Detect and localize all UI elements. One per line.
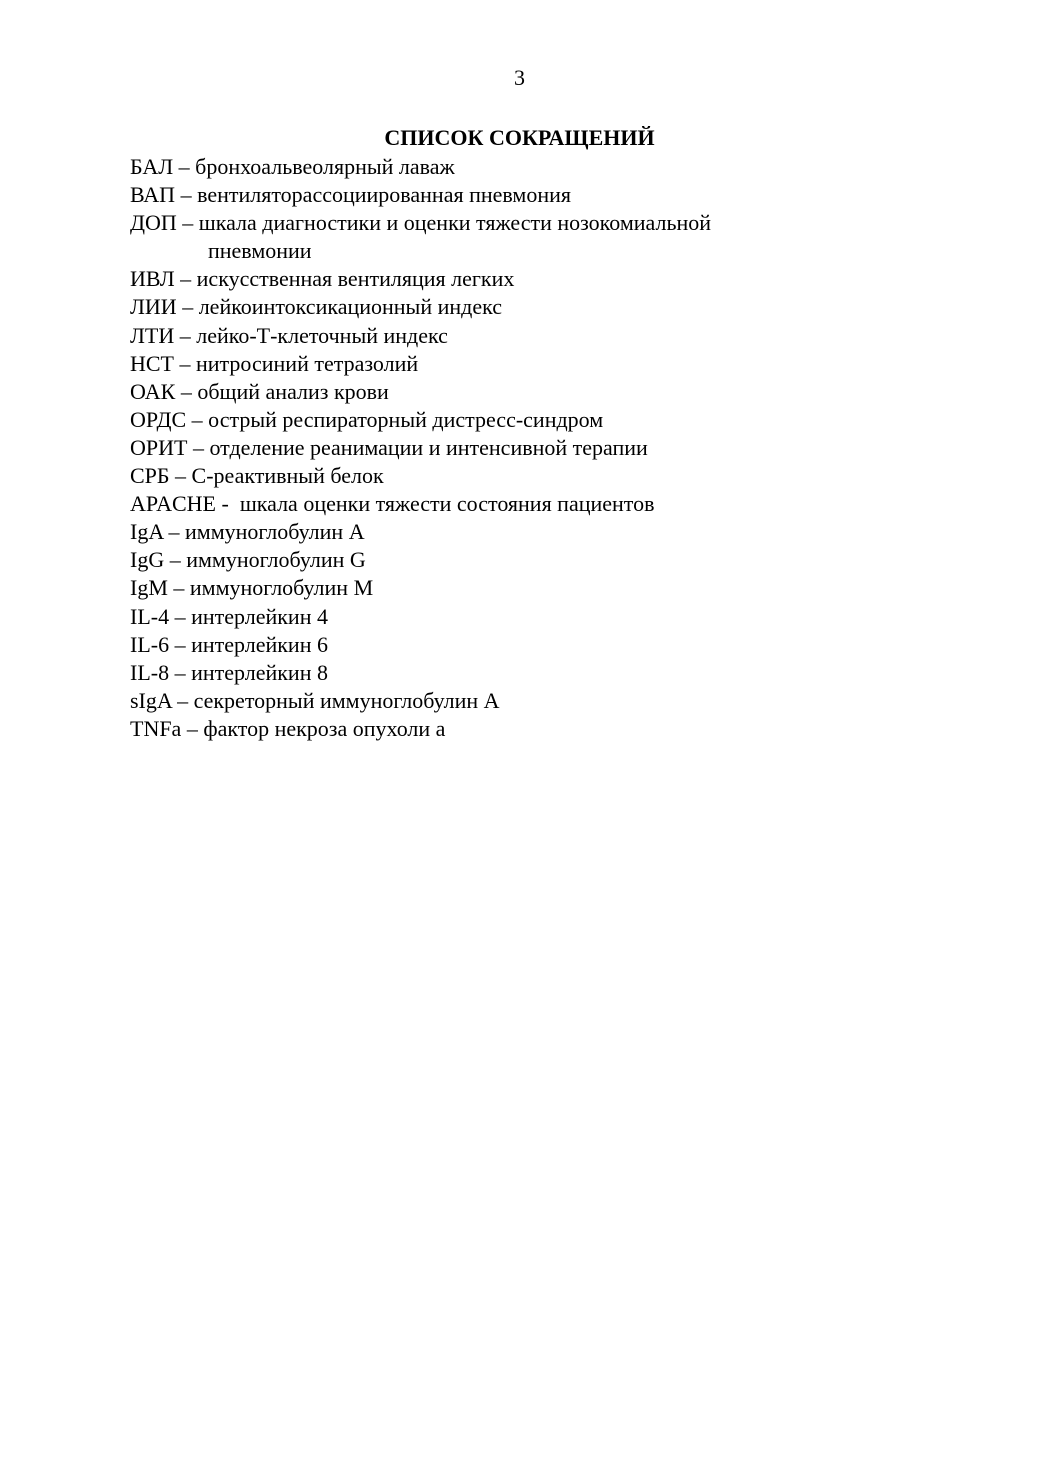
abbreviation-definition: общий анализ крови bbox=[197, 378, 389, 404]
abbreviation-item bbox=[130, 518, 1010, 546]
abbreviation-item bbox=[130, 574, 1010, 602]
abbreviation-term: НСТ bbox=[130, 350, 174, 376]
abbreviation-separator: – bbox=[164, 547, 187, 573]
abbreviation-separator: – bbox=[174, 322, 197, 348]
abbreviation-definition: отделение реанимации и интенсивной терапии bbox=[209, 434, 648, 460]
abbreviation-list bbox=[130, 153, 1010, 743]
abbreviation-term: sIgA bbox=[130, 687, 172, 713]
abbreviation-term: IL-6 bbox=[130, 631, 170, 657]
abbreviation-definition: вентиляторассоциированная пневмония bbox=[197, 182, 572, 208]
abbreviation-definition: иммуноглобулин А bbox=[185, 519, 365, 545]
abbreviation-term: TNFa bbox=[130, 715, 182, 741]
abbreviation-separator: – bbox=[187, 434, 210, 460]
page-title: СПИСОК СОКРАЩЕНИЙ bbox=[384, 125, 655, 150]
abbreviation-item bbox=[130, 434, 1010, 462]
abbreviation-separator: – bbox=[176, 294, 199, 320]
abbreviation-item bbox=[130, 406, 1010, 434]
abbreviation-definition: С-реактивный белок bbox=[191, 463, 384, 489]
abbreviation-item bbox=[130, 350, 1010, 378]
abbreviation-term: ЛИИ bbox=[130, 294, 177, 320]
abbreviation-item bbox=[130, 659, 1010, 687]
abbreviation-term: ЛТИ bbox=[130, 322, 175, 348]
abbreviation-item bbox=[130, 631, 1010, 659]
abbreviation-separator: – bbox=[163, 519, 185, 545]
abbreviation-separator: – bbox=[169, 463, 192, 489]
abbreviation-separator: – bbox=[174, 266, 197, 292]
abbreviation-item bbox=[130, 462, 1010, 490]
abbreviation-term: БАЛ bbox=[130, 154, 174, 179]
abbreviation-item bbox=[130, 265, 1010, 293]
abbreviation-term: ОРДС bbox=[130, 406, 187, 432]
abbreviation-separator: - bbox=[216, 491, 240, 517]
abbreviation-separator: – bbox=[169, 603, 192, 629]
abbreviation-definition: лейкоинтоксикационный индекс bbox=[198, 294, 503, 320]
abbreviation-term: ДОП bbox=[130, 210, 177, 236]
abbreviation-term: ИВЛ bbox=[130, 266, 175, 292]
abbreviation-item bbox=[130, 322, 1010, 350]
abbreviation-definition: искусственная вентиляция легких bbox=[196, 266, 515, 292]
abbreviation-separator: – bbox=[174, 350, 196, 376]
abbreviation-term: ОРИТ bbox=[130, 434, 188, 460]
abbreviation-separator: – bbox=[175, 378, 198, 404]
abbreviation-item bbox=[130, 687, 1010, 715]
abbreviation-item bbox=[130, 546, 1010, 574]
abbreviation-term: IgG bbox=[130, 547, 165, 573]
abbreviation-definition: иммуноглобулин G bbox=[186, 547, 366, 573]
abbreviation-item bbox=[130, 378, 1010, 406]
abbreviation-separator: – bbox=[171, 687, 194, 713]
abbreviation-item bbox=[130, 181, 1010, 209]
abbreviation-separator: – bbox=[186, 406, 209, 432]
abbreviation-definition: секреторный иммуноглобулин А bbox=[193, 687, 500, 713]
abbreviation-definition: интерлейкин 4 bbox=[191, 603, 328, 629]
abbreviation-item bbox=[130, 209, 1010, 265]
abbreviation-definition: интерлейкин 8 bbox=[191, 659, 328, 685]
abbreviation-definition: интерлейкин 6 bbox=[191, 631, 328, 657]
abbreviation-term: IgA bbox=[130, 519, 163, 545]
abbreviation-item bbox=[130, 293, 1010, 321]
abbreviation-definition: лейко-Т-клеточный индекс bbox=[196, 322, 448, 348]
abbreviation-term: ОАК bbox=[130, 378, 176, 404]
abbreviation-item bbox=[130, 715, 1010, 743]
abbreviation-definition: бронхоальвеолярный лаваж bbox=[195, 154, 455, 179]
abbreviation-definition: нитросиний тетразолий bbox=[196, 350, 419, 376]
abbreviation-term: СРБ bbox=[130, 463, 170, 489]
abbreviation-definition-continuation: пневмонии bbox=[208, 238, 312, 264]
abbreviation-separator: – bbox=[169, 631, 192, 657]
abbreviation-term: APACHE bbox=[130, 491, 216, 517]
abbreviation-separator: – bbox=[173, 154, 196, 179]
abbreviation-separator: – bbox=[181, 715, 204, 741]
abbreviation-item bbox=[130, 153, 1010, 181]
abbreviation-separator: – bbox=[175, 182, 198, 208]
abbreviation-separator: – bbox=[176, 210, 199, 236]
abbreviation-definition: иммуноглобулин М bbox=[189, 575, 374, 601]
abbreviation-term: IgM bbox=[130, 575, 168, 601]
abbreviation-item bbox=[130, 490, 1010, 518]
page-number: 3 bbox=[514, 65, 525, 90]
abbreviation-definition: фактор некроза опухоли a bbox=[203, 715, 446, 741]
abbreviation-definition: шкала диагностики и оценки тяжести нозокомиальной bbox=[198, 210, 712, 236]
abbreviation-term: IL-4 bbox=[130, 603, 170, 629]
abbreviation-term: IL-8 bbox=[130, 659, 170, 685]
abbreviation-definition: шкала оценки тяжести состояния пациентов bbox=[239, 491, 655, 517]
abbreviation-separator: – bbox=[167, 575, 190, 601]
abbreviation-item bbox=[130, 603, 1010, 631]
abbreviation-term: ВАП bbox=[130, 182, 176, 208]
abbreviation-definition: острый респираторный дистресс-синдром bbox=[208, 406, 604, 432]
abbreviation-separator: – bbox=[169, 659, 192, 685]
